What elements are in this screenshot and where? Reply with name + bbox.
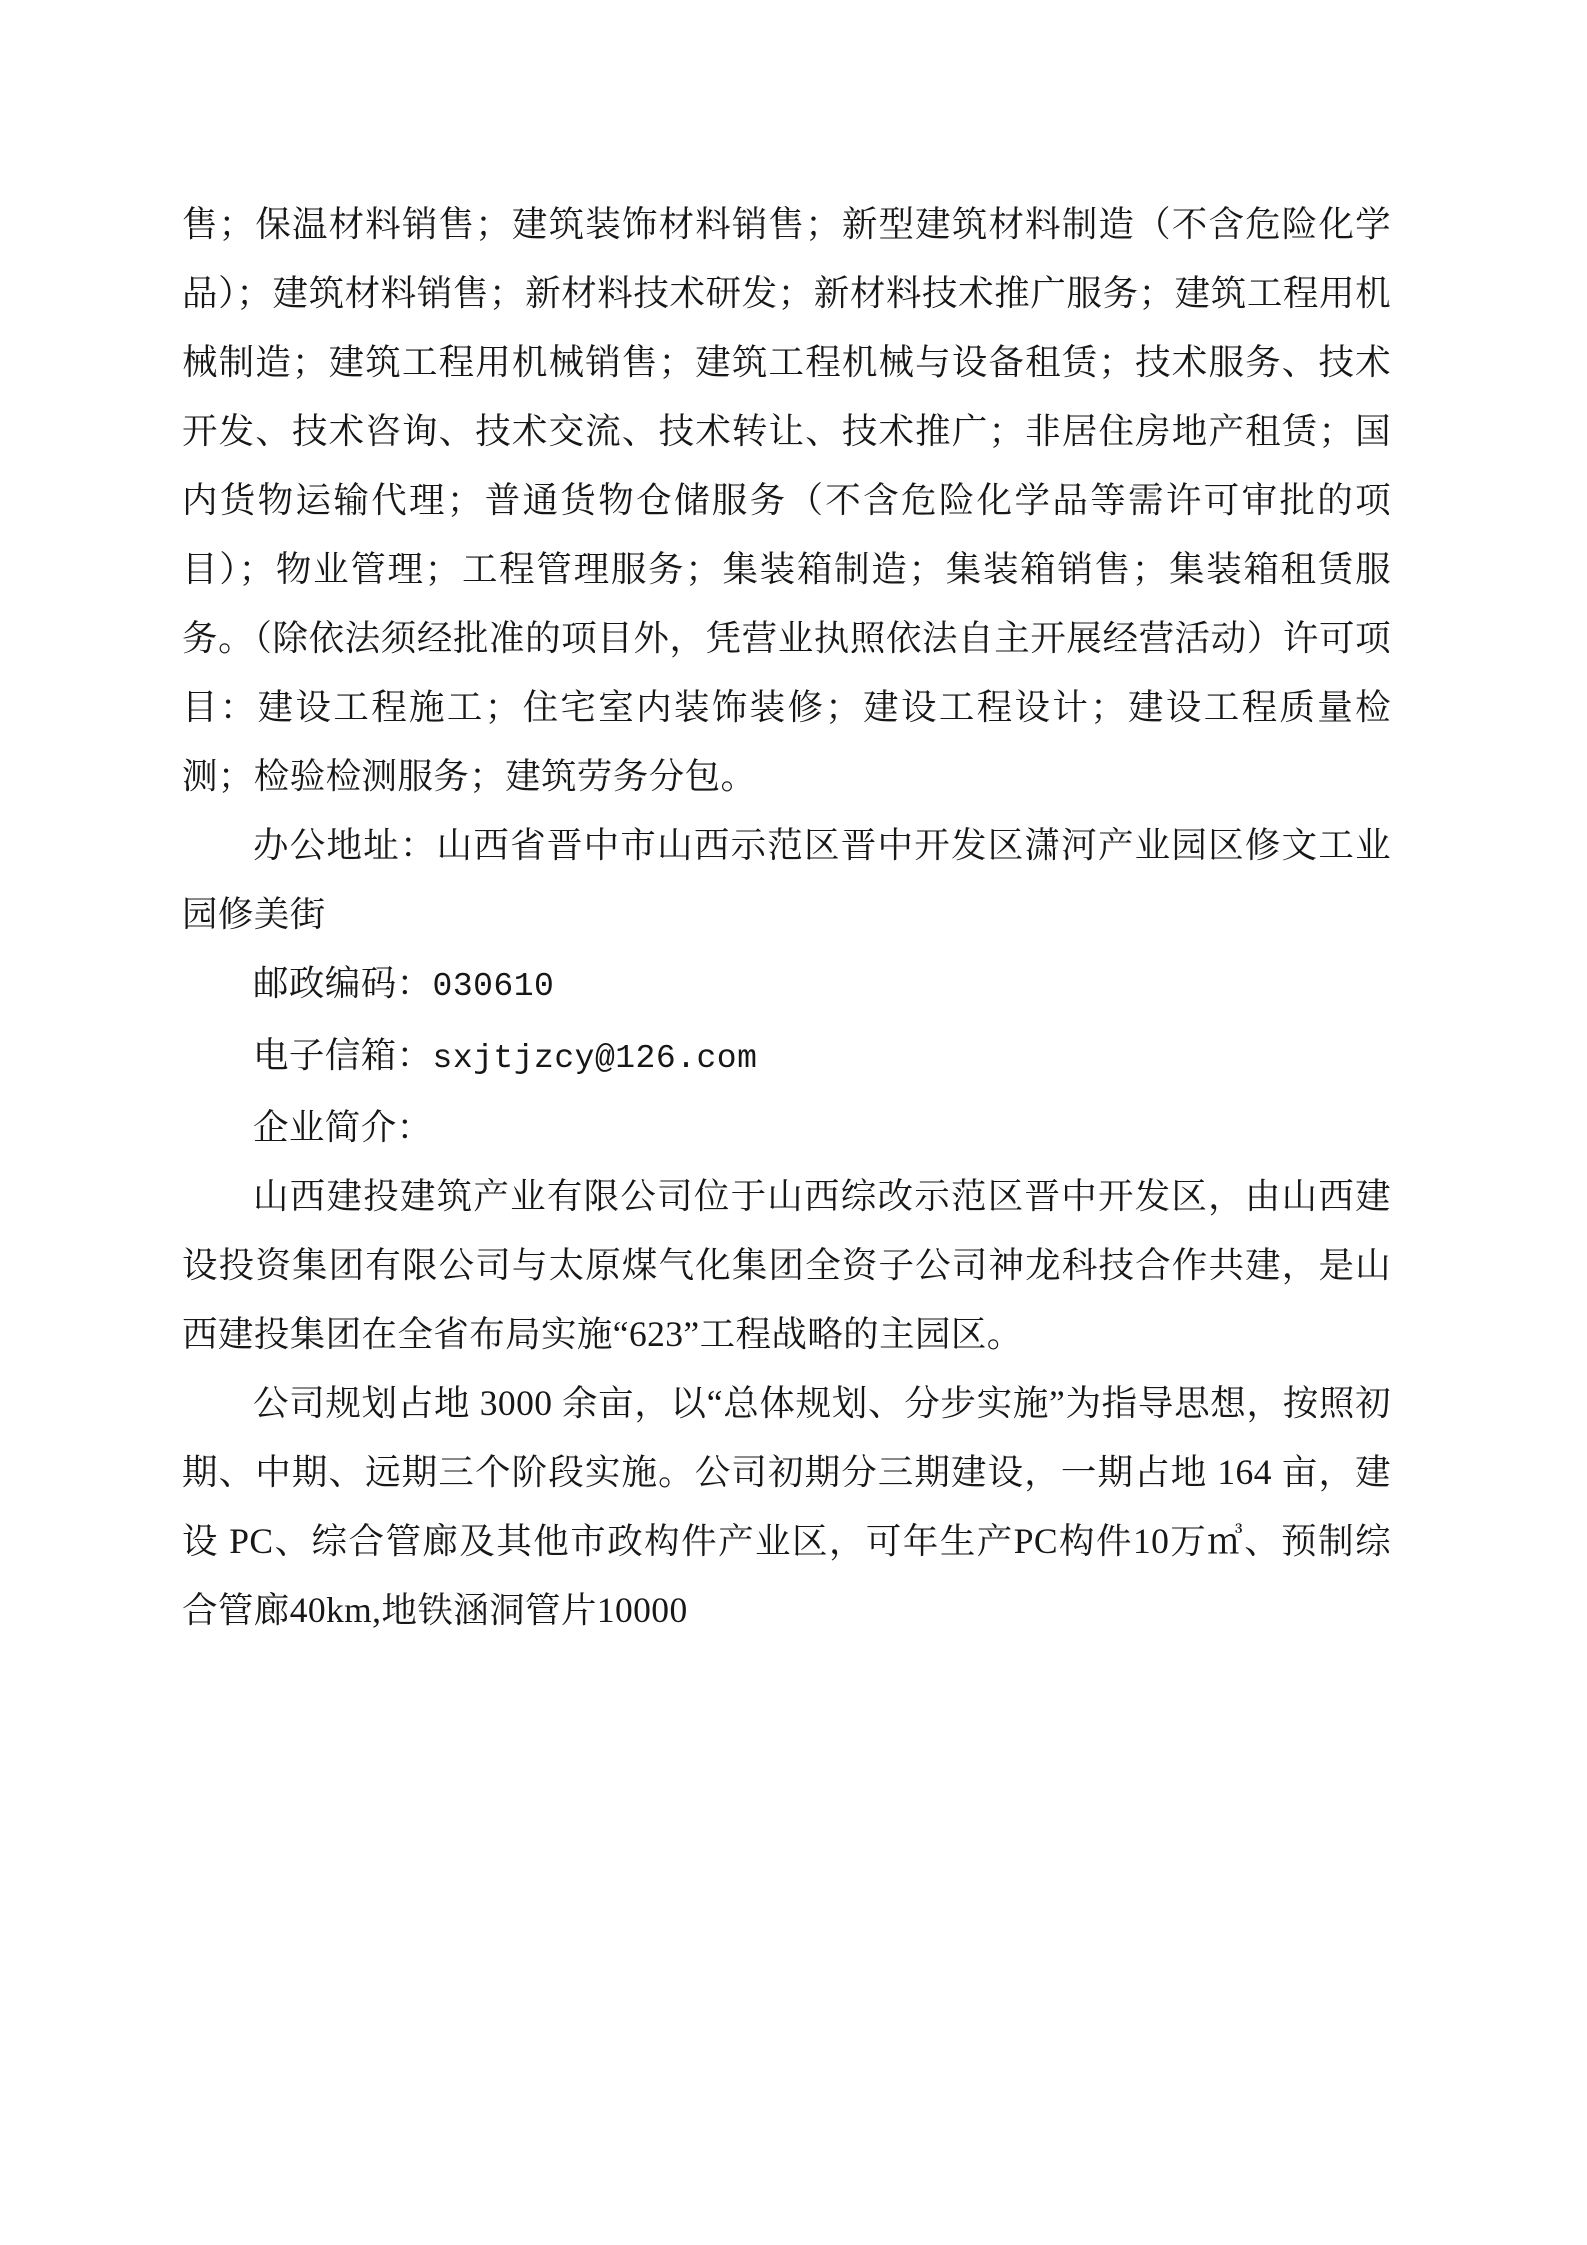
paragraph-office-address: 办公地址：山西省晋中市山西示范区晋中开发区潇河产业园区修文工业园修美街 bbox=[182, 825, 1391, 934]
document-body bbox=[182, 190, 1391, 1645]
paragraph-postal-code bbox=[182, 949, 1391, 1021]
email-value: sxjtjzcy@126.com bbox=[432, 1040, 758, 1077]
postal-code-value: 030610 bbox=[432, 968, 555, 1005]
paragraph-email bbox=[182, 1021, 1391, 1093]
paragraph-business-scope: 售；保温材料销售；建筑装饰材料销售；新型建筑材料制造（不含危险化学品）；建筑材料销售；新材料技术研发；新材料技术推广服务；建筑工程用机械制造；建筑工程用机械销售；建筑工程机械与设备租赁；技术服务、技术开发、技术咨询、技术交流、技术转让、技术推广；非居住房地产租赁；国内货物运输代理；普通货物仓储服务（不含危险化学品等需许可审批的项目）；物业管理；工程管理服务；集装箱制造；集装箱销售；集装箱租赁服务。（除依法须经批准的项目外，凭营业执照依法自主开展经营活动）许可项目：建设工程施工；住宅室内装饰装修；建设工程设计；建设工程质量检测；检验检测服务；建筑劳务分包。 bbox=[182, 204, 1391, 796]
postal-code-label: 邮政编码： bbox=[253, 963, 433, 1003]
paragraph-profile-1: 山西建投建筑产业有限公司位于山西综改示范区晋中开发区，由山西建设投资集团有限公司与太原煤气化集团全资子公司神龙科技合作共建，是山西建投集团在全省布局实施“623”工程战略的主园区。 bbox=[182, 1176, 1391, 1354]
email-label: 电子信箱： bbox=[253, 1035, 433, 1075]
paragraph-profile-2: 公司规划占地 3000 余亩，以“总体规划、分步实施”为指导思想，按照初期、中期、远期三个阶段实施。公司初期分三期建设，一期占地 164 亩，建设 PC、综合管廊及其他市政构件产业区，可年生产PC构件10万㎥、预制综合管廊40km,地铁涵洞管片10000 bbox=[182, 1383, 1391, 1630]
paragraph-profile-heading: 企业简介： bbox=[253, 1107, 433, 1147]
